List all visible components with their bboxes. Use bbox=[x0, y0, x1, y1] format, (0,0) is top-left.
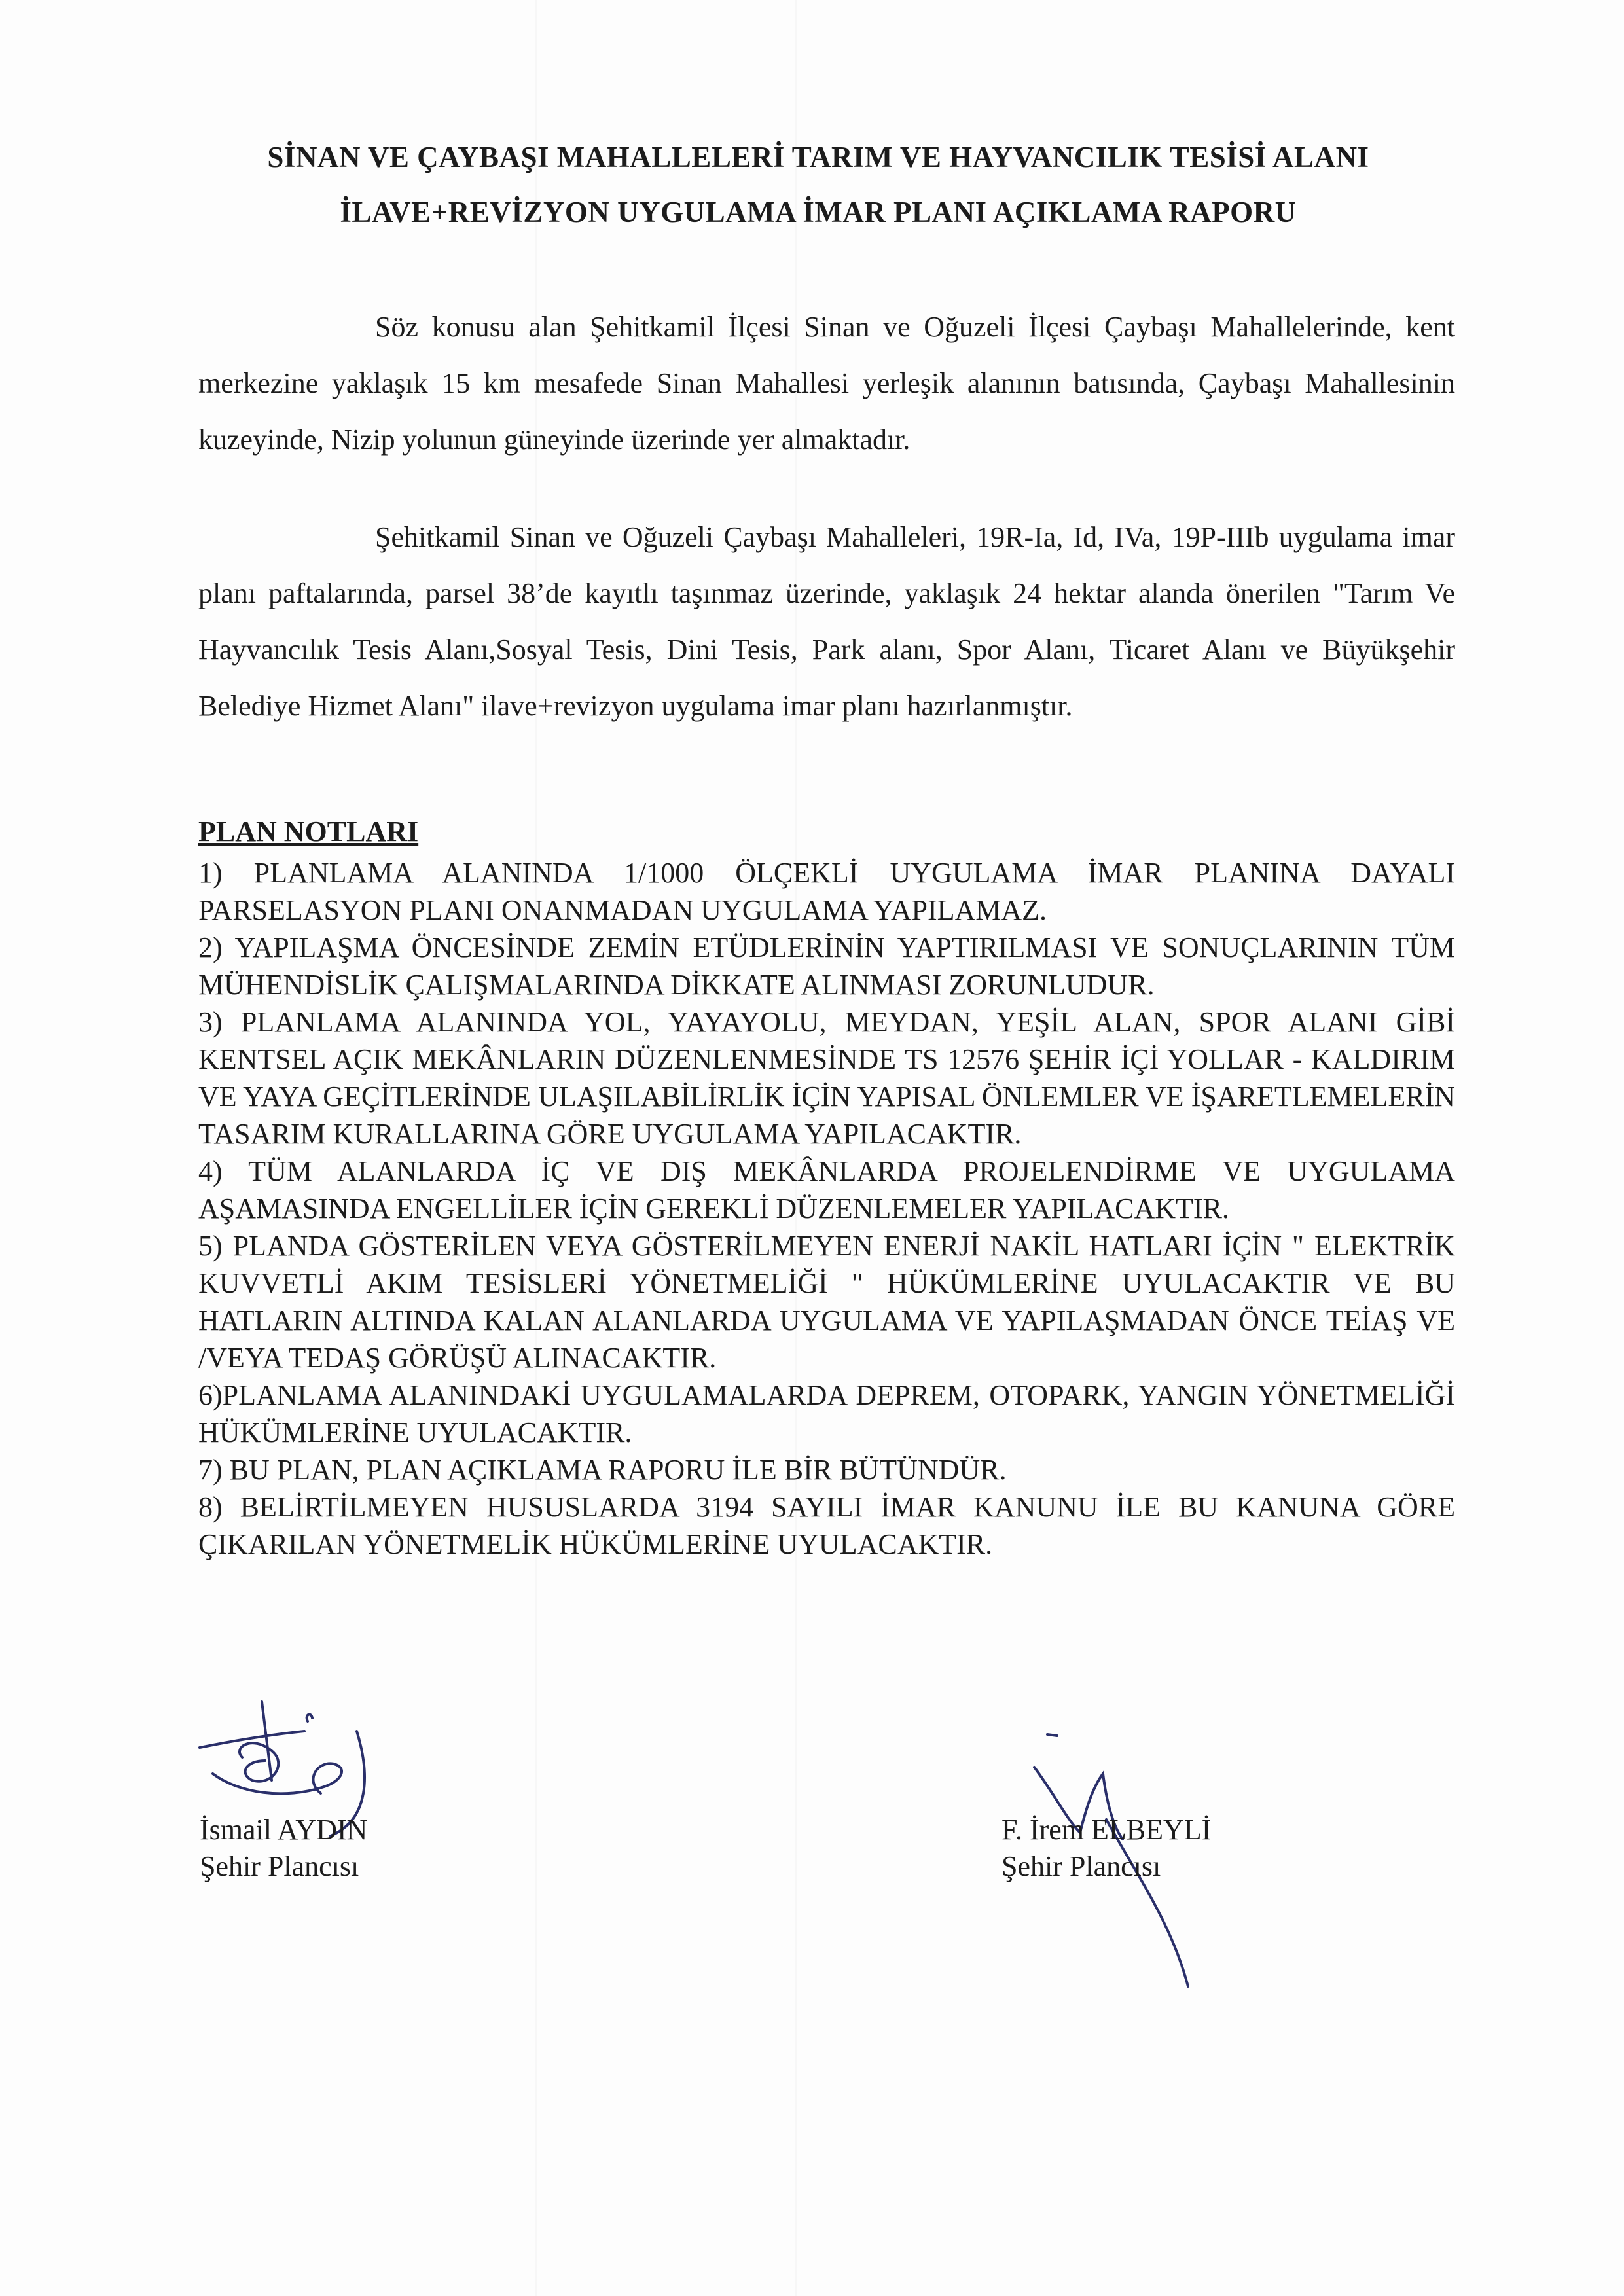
plan-note-item: 6)PLANLAMA ALANINDAKİ UYGULAMALARDA DEPREM, OTOPARK, YANGIN YÖNETMELİĞİ HÜKÜMLERİNE UYULACAKTIR. bbox=[198, 1379, 1455, 1448]
left-signatory-name: İsmail AYDIN bbox=[200, 1814, 368, 1846]
plan-notes-heading: PLAN NOTLARI bbox=[198, 816, 419, 848]
left-signatory-role: Şehir Plancısı bbox=[200, 1850, 359, 1882]
right-signatory-name: F. İrem ELBEYLİ bbox=[1001, 1814, 1212, 1846]
plan-notes-list bbox=[198, 854, 1455, 1563]
plan-note-item: 7) BU PLAN, PLAN AÇIKLAMA RAPORU İLE BİR BÜTÜNDÜR. bbox=[198, 1454, 1007, 1486]
plan-note-item: 8) BELİRTİLMEYEN HUSUSLARDA 3194 SAYILI İMAR KANUNU İLE BU KANUNA GÖRE ÇIKARILAN YÖNETMELİK HÜKÜMLERİNE UYULACAKTIR. bbox=[198, 1491, 1455, 1560]
intro-paragraph-location: Söz konusu alan Şehitkamil İlçesi Sinan ve Oğuzeli İlçesi Çaybaşı Mahallelerinde, kent merkezine yaklaşık 15 km mesafede Sinan Mahallesi yerleşik alanının batısında, Çaybaşı Mahallesinin kuzeyinde, Nizip yolunun güneyinde üzerinde yer almaktadır. bbox=[198, 311, 1455, 456]
intro-paragraph-plan-scope: Şehitkamil Sinan ve Oğuzeli Çaybaşı Mahalleleri, 19R-Ia, Id, IVa, 19P-IIIb uygulama imar planı paftalarında, parsel 38’de kayıtlı taşınmaz üzerinde, yaklaşık 24 hektar alanda önerilen "Tarım Ve Hayvancılık Tesis Alanı,Sosyal Tesis, Dini Tesis, Park alanı, Spor Alanı, Ticaret Alanı ve Büyükşehir Belediye Hizmet Alanı" ilave+revizyon uygulama imar planı hazırlanmıştır. bbox=[198, 521, 1455, 722]
plan-note-item: 1) PLANLAMA ALANINDA 1/1000 ÖLÇEKLİ UYGULAMA İMAR PLANINA DAYALI PARSELASYON PLANI ONANMADAN UYGULAMA YAPILAMAZ. bbox=[198, 857, 1455, 926]
report-title-line-1: SİNAN VE ÇAYBAŞI MAHALLELERİ TARIM VE HAYVANCILIK TESİSİ ALANI bbox=[267, 141, 1369, 173]
plan-note-item: 4) TÜM ALANLARDA İÇ VE DIŞ MEKÂNLARDA PROJELENDİRME VE UYGULAMA AŞAMASINDA ENGELLİLER İÇİN GEREKLİ DÜZENLEMELER YAPILACAKTIR. bbox=[198, 1155, 1455, 1225]
right-signatory-role: Şehir Plancısı bbox=[1001, 1850, 1161, 1882]
plan-note-item: 3) PLANLAMA ALANINDA YOL, YAYAYOLU, MEYDAN, YEŞİL ALAN, SPOR ALANI GİBİ KENTSEL AÇIK MEKÂNLARIN DÜZENLENMESİNDE TS 12576 ŞEHİR İÇİ YOLLAR - KALDIRIM VE YAYA GEÇİTLERİNDE ULAŞILABİLİRLİK İÇİN YAPISAL ÖNLEMLER VE İŞARETLEMELERİN TASARIM KURALLARINA GÖRE UYGULAMA YAPILACAKTIR. bbox=[198, 1006, 1455, 1150]
report-title-line-2: İLAVE+REVİZYON UYGULAMA İMAR PLANI AÇIKLAMA RAPORU bbox=[340, 196, 1297, 228]
plan-note-item: 5) PLANDA GÖSTERİLEN VEYA GÖSTERİLMEYEN ENERJİ NAKİL HATLARI İÇİN " ELEKTRİK KUVVETLİ AKIM TESİSLERİ YÖNETMELİĞİ " HÜKÜMLERİNE UYULACAKTIR VE BU HATLARIN ALTINDA KALAN ALANLARDA UYGULAMA VE YAPILAŞMADAN ÖNCE TEİAŞ VE /VEYA TEDAŞ GÖRÜŞÜ ALINACAKTIR. bbox=[198, 1230, 1455, 1374]
plan-note-item: 2) YAPILAŞMA ÖNCESİNDE ZEMİN ETÜDLERİNİN YAPTIRILMASI VE SONUÇLARININ TÜM MÜHENDİSLİK ÇALIŞMALARINDA DİKKATE ALINMASI ZORUNLUDUR. bbox=[198, 931, 1455, 1001]
